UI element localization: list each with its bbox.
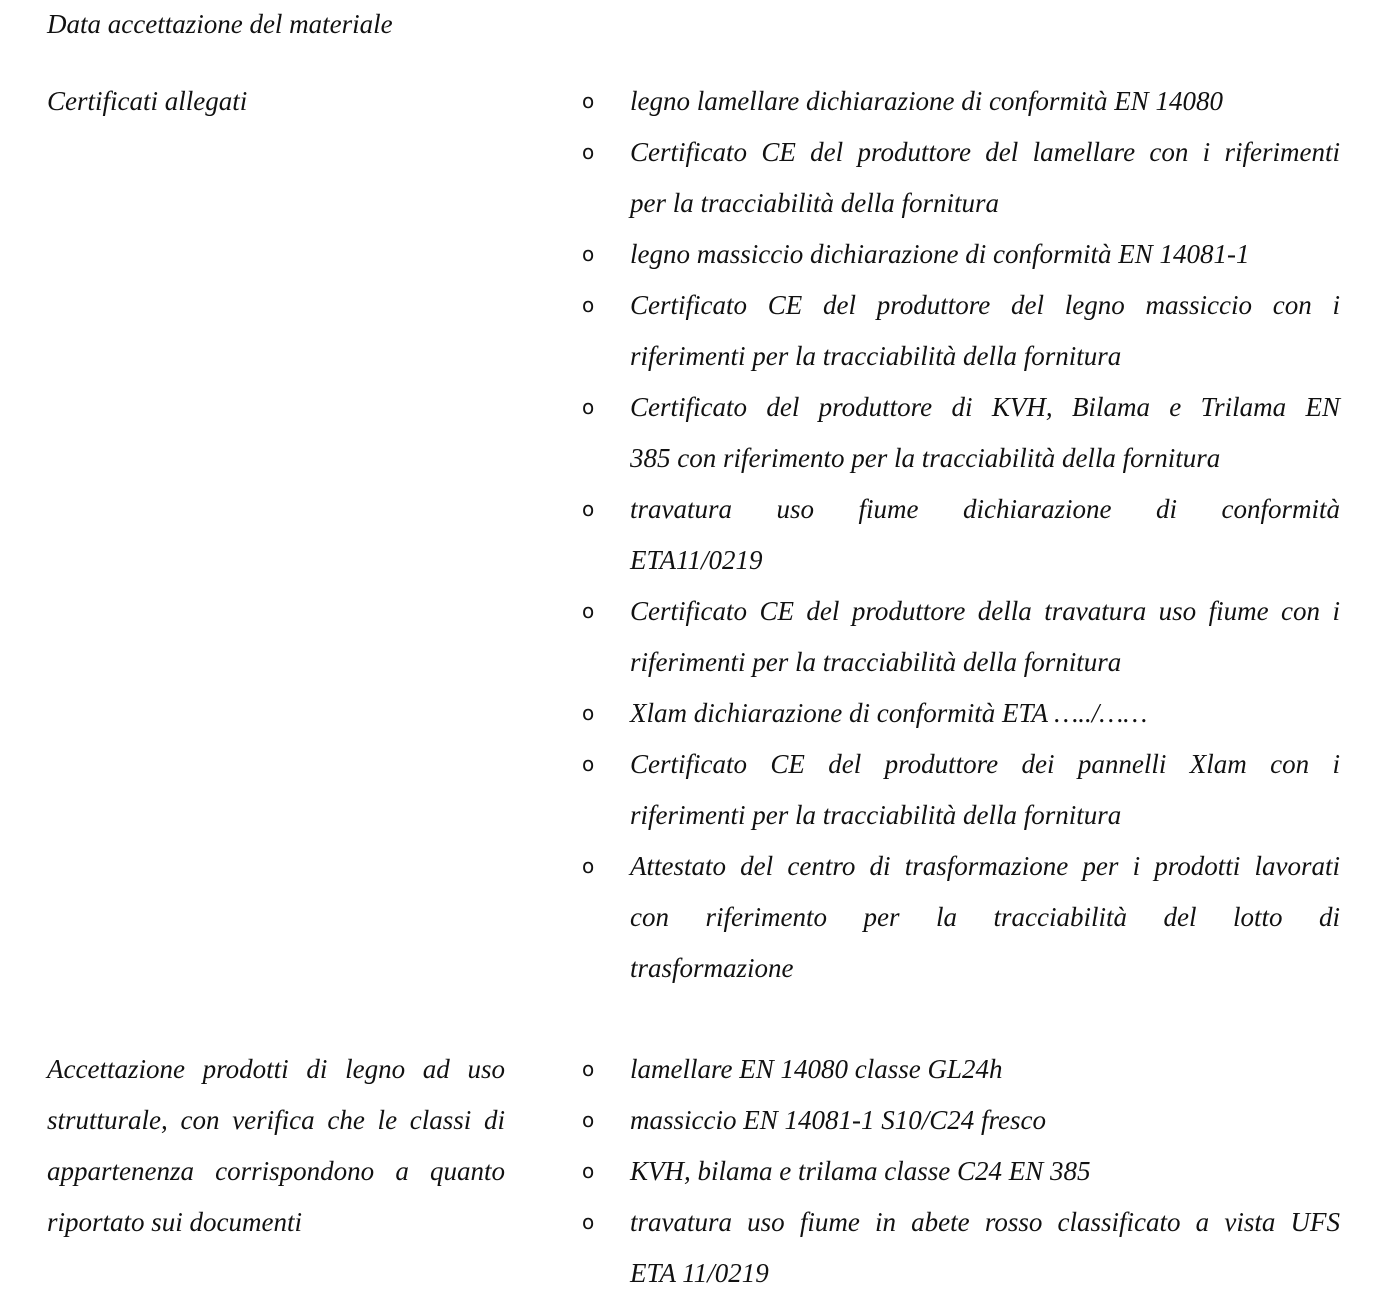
list-item-line: massiccio EN 14081-1 S10/C24 fresco — [630, 1105, 1046, 1135]
bullet-circle-icon: o — [582, 242, 595, 266]
list-item-line: riferimenti per la tracciabilità della fornitura — [630, 647, 1122, 677]
list-item — [580, 586, 1340, 688]
list-item-line: travatura uso fiume dichiarazione di conformità — [630, 494, 1340, 524]
list-item-line: Xlam dichiarazione di conformità ETA …../…… — [630, 698, 1148, 728]
bullet-circle-icon: o — [582, 1159, 595, 1183]
bullet-circle-icon: o — [582, 752, 595, 776]
bullet-circle-icon: o — [582, 599, 595, 623]
bullet-circle-icon: o — [582, 140, 595, 164]
list-item-line: riferimenti per la tracciabilità della fornitura — [630, 341, 1122, 371]
list-item — [580, 229, 1340, 280]
acceptance-label-line: appartenenza corrispondono a quanto — [47, 1156, 505, 1186]
bullet-circle-icon: o — [582, 497, 595, 521]
acceptance-label — [47, 1044, 505, 1248]
list-item — [580, 1146, 1340, 1197]
list-item-line: 385 con riferimento per la tracciabilità della fornitura — [630, 443, 1221, 473]
list-item — [580, 739, 1340, 841]
list-item-line: legno massiccio dichiarazione di conformità EN 14081-1 — [630, 239, 1250, 269]
certificates-label: Certificati allegati — [47, 86, 248, 116]
bullet-circle-icon: o — [582, 293, 595, 317]
list-item-line: con riferimento per la tracciabilità del lotto di — [630, 902, 1340, 932]
list-item-line: Certificato CE del produttore del lamellare con i riferimenti — [630, 137, 1340, 167]
acceptance-label-line: Accettazione prodotti di legno ad uso — [47, 1054, 505, 1084]
list-item — [580, 841, 1340, 994]
list-item — [580, 1095, 1340, 1146]
list-item — [580, 280, 1340, 382]
list-item-line: Certificato CE del produttore della travatura uso fiume con i — [630, 596, 1340, 626]
list-item-line: ETA11/0219 — [630, 545, 763, 575]
list-item — [580, 484, 1340, 586]
list-item-line: KVH, bilama e trilama classe C24 EN 385 — [630, 1156, 1091, 1186]
acceptance-list — [580, 1044, 1340, 1299]
list-item-line: travatura uso fiume in abete rosso classificato a vista UFS — [630, 1207, 1340, 1237]
list-item — [580, 127, 1340, 229]
certificates-list — [580, 76, 1340, 994]
list-item-line: Certificato CE del produttore del legno massiccio con i — [630, 290, 1340, 320]
list-item — [580, 1197, 1340, 1299]
list-item-line: legno lamellare dichiarazione di conformità EN 14080 — [630, 86, 1223, 116]
list-item-line: lamellare EN 14080 classe GL24h — [630, 1054, 1003, 1084]
list-item — [580, 688, 1340, 739]
bullet-circle-icon: o — [582, 854, 595, 878]
list-item-line: ETA 11/0219 — [630, 1258, 769, 1288]
bullet-circle-icon: o — [582, 1108, 595, 1132]
bullet-circle-icon: o — [582, 395, 595, 419]
list-item-line: riferimenti per la tracciabilità della fornitura — [630, 800, 1122, 830]
list-item — [580, 382, 1340, 484]
list-item-line: Certificato CE del produttore dei pannelli Xlam con i — [630, 749, 1340, 779]
list-item-line: per la tracciabilità della fornitura — [630, 188, 999, 218]
bullet-circle-icon: o — [582, 89, 595, 113]
list-item — [580, 76, 1340, 127]
bullet-circle-icon: o — [582, 701, 595, 725]
acceptance-label-line: strutturale, con verifica che le classi di — [47, 1105, 505, 1135]
bullet-circle-icon: o — [582, 1057, 595, 1081]
list-item-line: Attestato del centro di trasformazione per i prodotti lavorati — [630, 851, 1340, 881]
list-item-line: Certificato del produttore di KVH, Bilama e Trilama EN — [630, 392, 1340, 422]
list-item — [580, 1044, 1340, 1095]
acceptance-label-line: riportato sui documenti — [47, 1207, 302, 1237]
list-item-line: trasformazione — [630, 953, 794, 983]
acceptance-date-label: Data accettazione del materiale — [47, 9, 393, 39]
bullet-circle-icon: o — [582, 1210, 595, 1234]
